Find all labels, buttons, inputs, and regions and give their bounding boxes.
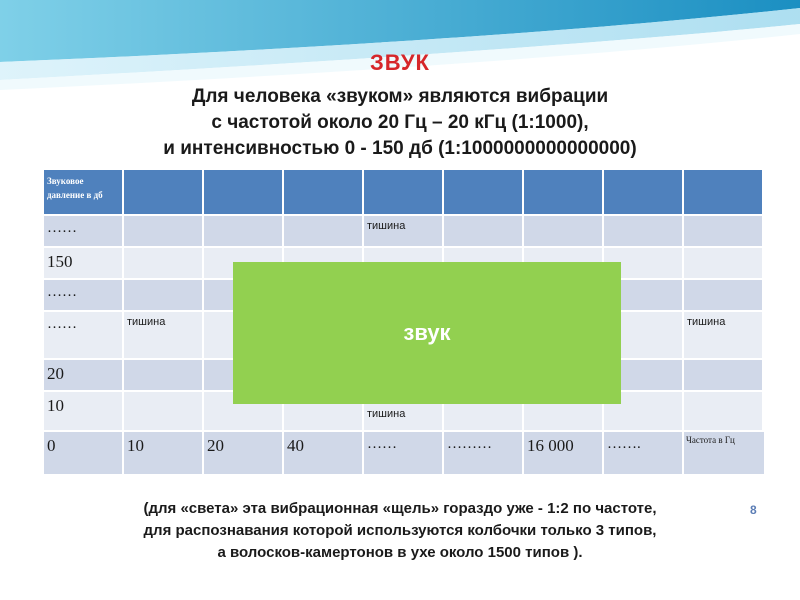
table-cell — [123, 311, 203, 359]
cell-text: 10 — [127, 436, 144, 455]
table-cell — [763, 247, 765, 279]
table-cell — [43, 431, 123, 475]
sound-overlay-box — [233, 262, 621, 404]
table-cell — [523, 431, 603, 475]
table-cell — [123, 391, 203, 431]
table-cell — [523, 215, 603, 247]
table-cell — [763, 215, 765, 247]
subtitle-line: и интенсивностью 0 - 150 дб (1:1000000000000000) — [163, 138, 637, 159]
table-cell — [683, 279, 763, 311]
header-cell — [523, 169, 603, 215]
cell-text: тишина — [127, 316, 166, 328]
subtitle-line: с частотой около 20 Гц – 20 кГц (1:1000), — [211, 112, 589, 133]
table-row — [43, 431, 765, 475]
subtitle-line: Для человека «звуком» являются вибрации — [191, 86, 609, 107]
cell-text: 20 — [207, 436, 224, 455]
top-wave-decoration — [0, 0, 800, 90]
table-cell — [123, 247, 203, 279]
slide-title: ЗВУК — [370, 50, 430, 75]
cell-text: …… — [367, 436, 397, 452]
table-cell — [43, 247, 123, 279]
cell-text: тишина — [367, 408, 406, 420]
table-cell — [43, 311, 123, 359]
cell-text: 0 — [47, 436, 56, 455]
header-label: Звуковое давление в дб — [47, 176, 103, 200]
header-cell — [443, 169, 523, 215]
cell-text: 40 — [287, 436, 304, 455]
footnote-line: (для «света» эта вибрационная «щель» гораздо уже - 1:2 по частоте, — [143, 500, 657, 517]
footnote-line: а волосков-камертонов в ухе около 1500 типов ). — [217, 544, 583, 561]
table-cell — [123, 431, 203, 475]
table-cell — [683, 431, 765, 475]
header-cell — [203, 169, 283, 215]
header-cell — [283, 169, 363, 215]
cell-text: 16 000 — [527, 436, 574, 455]
cell-text: ……… — [447, 436, 492, 452]
cell-text: …… — [47, 220, 77, 236]
table-cell — [123, 279, 203, 311]
header-cell — [603, 169, 683, 215]
footnote — [0, 498, 800, 564]
table-header-row — [43, 169, 765, 215]
table-cell — [43, 391, 123, 431]
table-cell — [763, 279, 765, 311]
table-cell — [43, 279, 123, 311]
table-cell — [683, 215, 763, 247]
table-cell — [123, 215, 203, 247]
table-cell — [683, 391, 763, 431]
table-cell — [43, 359, 123, 391]
table-cell — [763, 359, 765, 391]
cell-text: 10 — [47, 396, 64, 415]
table-cell — [763, 311, 765, 359]
table-cell — [443, 431, 523, 475]
footnote-line: для распознавания которой используются колбочки только 3 типов, — [143, 522, 657, 539]
header-cell — [363, 169, 443, 215]
table-cell — [443, 215, 523, 247]
header-cell — [683, 169, 763, 215]
table-cell — [283, 215, 363, 247]
table-cell — [363, 431, 443, 475]
table-cell — [123, 359, 203, 391]
cell-text: …… — [47, 284, 77, 300]
table-row — [43, 215, 765, 247]
cell-text: ……. — [607, 436, 641, 452]
table-cell — [43, 215, 123, 247]
cell-text: тишина — [367, 220, 406, 232]
table-cell — [203, 431, 283, 475]
subtitle — [0, 84, 800, 162]
cell-text: 20 — [47, 364, 64, 383]
table-cell — [603, 215, 683, 247]
table-cell — [603, 431, 683, 475]
sound-overlay-label: звук — [403, 320, 451, 345]
cell-text: тишина — [687, 316, 726, 328]
axis-label-frequency: Частота в Гц — [686, 435, 735, 445]
cell-text: …… — [47, 316, 77, 332]
table-cell — [763, 391, 765, 431]
table-cell — [683, 247, 763, 279]
table-cell — [203, 215, 283, 247]
page-number: 8 — [750, 503, 757, 517]
table-cell — [363, 215, 443, 247]
header-cell — [43, 169, 123, 215]
table-cell — [283, 431, 363, 475]
header-cell — [763, 169, 765, 215]
table-cell — [683, 359, 763, 391]
table-cell — [683, 311, 763, 359]
header-cell — [123, 169, 203, 215]
cell-text: 150 — [47, 252, 73, 271]
